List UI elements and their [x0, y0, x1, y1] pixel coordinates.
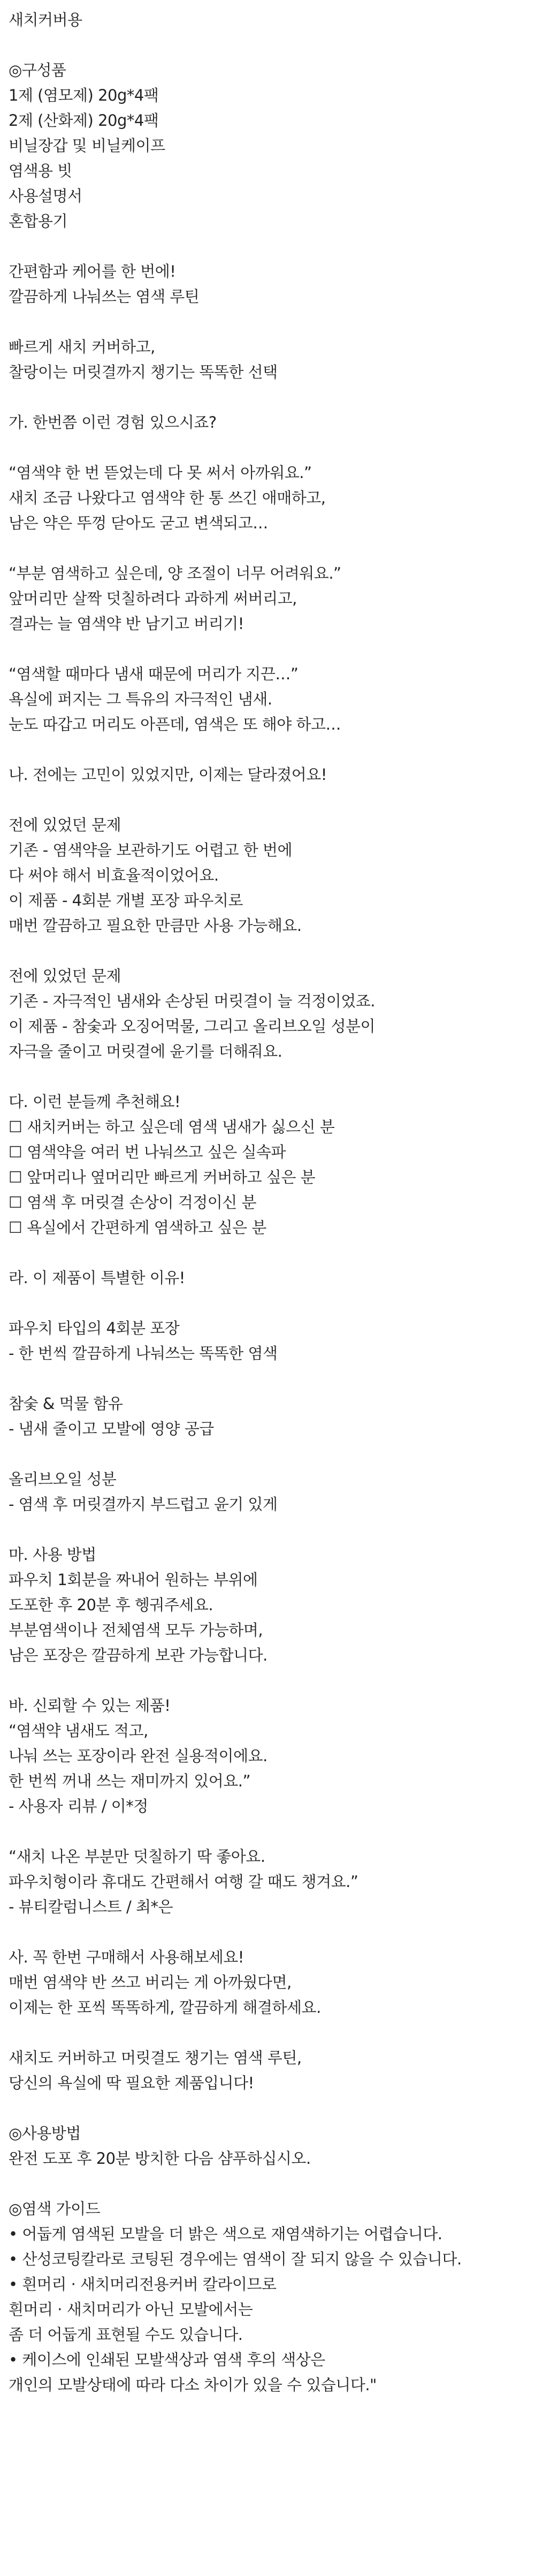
text-line: • 어둡게 염색된 모발을 더 밝은 색으로 재염색하기는 어렵습니다. — [9, 2225, 442, 2243]
paragraph — [9, 410, 526, 435]
paragraph — [9, 1945, 526, 2020]
paragraph — [9, 460, 526, 536]
text-line: 라. 이 제품이 특별한 이유! — [9, 1269, 185, 1287]
text-line: 매번 깔끔하고 필요한 만큼만 사용 가능해요. — [9, 916, 302, 935]
text-line: 남은 포장은 깔끔하게 보관 가능합니다. — [9, 1646, 268, 1664]
text-line: “염색약 한 번 뜯었는데 다 못 써서 아까워요.” — [9, 464, 312, 482]
paragraph-gap — [9, 2171, 526, 2196]
text-line: ☐ 새치커버는 하고 싶은데 염색 냄새가 싫으신 분 — [9, 1118, 335, 1136]
paragraph-gap — [9, 2096, 526, 2121]
text-line: “새치 나온 부분만 덧칠하기 딱 좋아요. — [9, 1847, 265, 1866]
paragraph — [9, 58, 526, 234]
paragraph — [9, 2196, 526, 2398]
text-line: 염색용 빗 — [9, 162, 72, 180]
text-line: • 흰머리 · 새치머리전용커버 칼라이므로 — [9, 2275, 277, 2293]
text-line: 결과는 늘 염색약 반 남기고 버리기! — [9, 615, 244, 633]
text-line: ☐ 염색 후 머릿결 손상이 걱정이신 분 — [9, 1193, 257, 1211]
text-line: 이 제품 - 4회분 개별 포장 파우치로 — [9, 891, 243, 910]
text-line: 파우치 타입의 4회분 포장 — [9, 1319, 180, 1337]
text-line: 부분염색이나 전체염색 모두 가능하며, — [9, 1621, 263, 1639]
text-line: 기존 - 자극적인 냄새와 손상된 머릿결이 늘 걱정이었죠. — [9, 992, 376, 1010]
paragraph-gap — [9, 435, 526, 460]
text-line: ☐ 앞머리나 옆머리만 빠르게 커버하고 싶은 분 — [9, 1168, 316, 1186]
text-line: 이 제품 - 참숯과 오징어먹물, 그리고 올리브오일 성분이 — [9, 1017, 376, 1035]
paragraph — [9, 1316, 526, 1366]
text-line: 참숯 & 먹물 함유 — [9, 1395, 123, 1413]
paragraph — [9, 259, 526, 309]
text-line: 파우치형이라 휴대도 간편해서 여행 갈 때도 챙겨요.” — [9, 1873, 358, 1891]
text-line: 욕실에 퍼지는 그 특유의 자극적인 냄새. — [9, 690, 272, 708]
text-line: 사용설명서 — [9, 187, 82, 205]
text-line: 1제 (염모제) 20g*4팩 — [9, 86, 159, 104]
paragraph-gap — [9, 1366, 526, 1391]
text-line: 개인의 모발상태에 따라 다소 차이가 있을 수 있습니다." — [9, 2376, 377, 2394]
paragraph — [9, 1089, 526, 1240]
paragraph-gap — [9, 1920, 526, 1945]
text-line: 빠르게 새치 커버하고, — [9, 338, 155, 356]
paragraph — [9, 2045, 526, 2096]
text-line: 찰랑이는 머릿결까지 챙기는 똑똑한 선택 — [9, 363, 278, 381]
paragraph-gap — [9, 385, 526, 410]
paragraph — [9, 2121, 526, 2171]
paragraph — [9, 7, 526, 33]
paragraph — [9, 662, 526, 737]
text-line: • 케이스에 인쇄된 모발색상과 염색 후의 색상은 — [9, 2351, 325, 2369]
paragraph-gap — [9, 536, 526, 561]
text-line: 새치 조금 나왔다고 염색약 한 통 쓰긴 애매하고, — [9, 489, 326, 507]
text-line: 전에 있었던 문제 — [9, 967, 121, 985]
text-line: 도포한 후 20분 후 헹궈주세요. — [9, 1596, 213, 1614]
text-line: ◎사용방법 — [9, 2124, 81, 2142]
text-line: 간편함과 케어를 한 번에! — [9, 262, 176, 281]
text-line: - 냄새 줄이고 모발에 영양 공급 — [9, 1420, 214, 1438]
paragraph — [9, 1266, 526, 1291]
text-line: ☐ 욕실에서 간편하게 염색하고 싶은 분 — [9, 1218, 266, 1237]
paragraph-gap — [9, 33, 526, 58]
text-line: 바. 신뢰할 수 있는 제품! — [9, 1696, 171, 1715]
text-line: 좀 더 어둡게 표현될 수도 있습니다. — [9, 2325, 243, 2344]
text-line: 다 써야 해서 비효율적이었어요. — [9, 866, 219, 884]
text-line: - 사용자 리뷰 / 이*정 — [9, 1797, 148, 1815]
paragraph — [9, 335, 526, 385]
paragraph-gap — [9, 1240, 526, 1266]
text-line: 흰머리 · 새치머리가 아닌 모발에서는 — [9, 2300, 253, 2319]
text-line: 눈도 따갑고 머리도 아픈데, 염색은 또 해야 하고… — [9, 715, 341, 733]
text-line: 2제 (산화제) 20g*4팩 — [9, 111, 159, 130]
text-line: 마. 사용 방법 — [9, 1545, 96, 1564]
text-line: - 뷰티칼럼니스트 / 최*은 — [9, 1898, 173, 1916]
text-line: 기존 - 염색약을 보관하기도 어렵고 한 번에 — [9, 841, 293, 859]
text-line: 이제는 한 포씩 똑똑하게, 깔끔하게 해결하세요. — [9, 1998, 321, 2017]
paragraph — [9, 1542, 526, 1668]
text-line: 깔끔하게 나눠쓰는 염색 루틴 — [9, 287, 200, 306]
text-line: 사. 꼭 한번 구매해서 사용해보세요! — [9, 1948, 244, 1966]
text-line: 올리브오일 성분 — [9, 1470, 117, 1488]
text-line: 비닐장갑 및 비닐케이프 — [9, 137, 165, 155]
text-line: 매번 염색약 반 쓰고 버리는 게 아까웠다면, — [9, 1973, 292, 1991]
paragraph — [9, 1467, 526, 1517]
product-description — [9, 7, 526, 2398]
text-line: 파우치 1회분을 짜내어 원하는 부위에 — [9, 1571, 258, 1589]
text-line: “부분 염색하고 싶은데, 양 조절이 너무 어려워요.” — [9, 564, 341, 582]
paragraph-gap — [9, 938, 526, 964]
paragraph-gap — [9, 637, 526, 662]
text-line: 완전 도포 후 20분 방치한 다음 샴푸하십시오. — [9, 2149, 311, 2168]
text-line: 앞머리만 살짝 덧칠하려다 과하게 써버리고, — [9, 589, 297, 608]
text-line: 남은 약은 뚜껑 닫아도 굳고 변색되고… — [9, 514, 268, 532]
text-line: 혼합용기 — [9, 212, 68, 230]
paragraph-gap — [9, 787, 526, 813]
text-line: 다. 이런 분들께 추천해요! — [9, 1093, 181, 1111]
paragraph-gap — [9, 309, 526, 335]
paragraph — [9, 964, 526, 1064]
text-line: 한 번씩 꺼내 쓰는 재미까지 있어요.” — [9, 1772, 251, 1790]
text-line: “염색약 냄새도 적고, — [9, 1722, 148, 1740]
text-line: ◎구성품 — [9, 61, 66, 79]
paragraph-gap — [9, 2020, 526, 2045]
text-line: 나눠 쓰는 포장이라 완전 실용적이에요. — [9, 1747, 268, 1765]
paragraph-gap — [9, 1668, 526, 1693]
paragraph-gap — [9, 1517, 526, 1542]
text-line: ◎염색 가이드 — [9, 2200, 101, 2218]
paragraph-gap — [9, 234, 526, 259]
text-line: 가. 한번쯤 이런 경험 있으시죠? — [9, 413, 217, 431]
text-line: 전에 있었던 문제 — [9, 816, 121, 834]
text-line: 새치커버용 — [9, 11, 82, 29]
paragraph-gap — [9, 1064, 526, 1089]
paragraph — [9, 561, 526, 637]
text-line: 자극을 줄이고 머릿결에 윤기를 더해줘요. — [9, 1042, 282, 1060]
paragraph-gap — [9, 1442, 526, 1467]
paragraph — [9, 1693, 526, 1819]
paragraph-gap — [9, 1819, 526, 1844]
text-line: - 염색 후 머릿결까지 부드럽고 윤기 있게 — [9, 1495, 278, 1513]
paragraph-gap — [9, 737, 526, 762]
text-line: 당신의 욕실에 딱 필요한 제품입니다! — [9, 2074, 254, 2092]
paragraph — [9, 1844, 526, 1920]
text-line: “염색할 때마다 냄새 때문에 머리가 지끈…” — [9, 665, 299, 683]
text-line: ☐ 염색약을 여러 번 나눠쓰고 싶은 실속파 — [9, 1143, 286, 1161]
text-line: 나. 전에는 고민이 있었지만, 이제는 달라졌어요! — [9, 766, 327, 784]
paragraph-gap — [9, 1291, 526, 1316]
paragraph — [9, 762, 526, 787]
paragraph — [9, 1391, 526, 1442]
text-line: 새치도 커버하고 머릿결도 챙기는 염색 루틴, — [9, 2049, 302, 2067]
text-line: • 산성코팅칼라로 코팅된 경우에는 염색이 잘 되지 않을 수 있습니다. — [9, 2250, 462, 2268]
paragraph — [9, 813, 526, 938]
text-line: - 한 번씩 깔끔하게 나눠쓰는 똑똑한 염색 — [9, 1344, 278, 1362]
